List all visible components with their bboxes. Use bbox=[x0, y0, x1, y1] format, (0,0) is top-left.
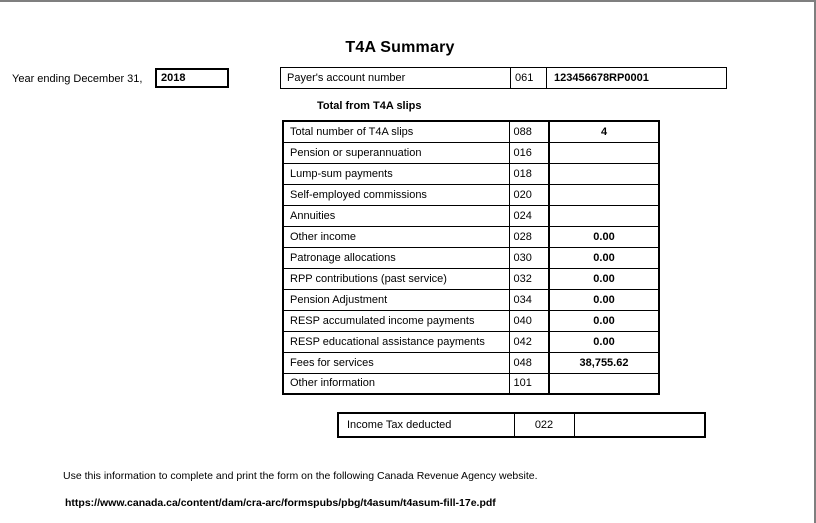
row-label: Pension or superannuation bbox=[283, 142, 509, 163]
income-tax-value[interactable] bbox=[574, 413, 705, 437]
row-label: Other income bbox=[283, 226, 509, 247]
table-row bbox=[283, 184, 659, 205]
row-code: 030 bbox=[509, 247, 549, 268]
row-value[interactable] bbox=[549, 142, 659, 163]
table-row bbox=[283, 331, 659, 352]
table-row bbox=[283, 289, 659, 310]
t4a-summary-table bbox=[282, 120, 660, 395]
row-label: Self-employed commissions bbox=[283, 184, 509, 205]
row-code: 088 bbox=[509, 121, 549, 142]
table-row bbox=[283, 142, 659, 163]
table-row bbox=[283, 352, 659, 373]
row-label: RESP educational assistance payments bbox=[283, 331, 509, 352]
row-label: Annuities bbox=[283, 205, 509, 226]
row-value[interactable]: 0.00 bbox=[549, 289, 659, 310]
year-ending-label: Year ending December 31, bbox=[12, 73, 143, 85]
payer-account-row bbox=[280, 67, 727, 89]
page-top-edge bbox=[0, 0, 816, 2]
table-row bbox=[283, 268, 659, 289]
row-value[interactable]: 0.00 bbox=[549, 310, 659, 331]
table-row bbox=[283, 310, 659, 331]
row-value[interactable]: 0.00 bbox=[549, 331, 659, 352]
row-label: Other information bbox=[283, 373, 509, 394]
table-row bbox=[283, 163, 659, 184]
row-label: Patronage allocations bbox=[283, 247, 509, 268]
row-value[interactable] bbox=[549, 184, 659, 205]
payer-account-label: Payer's account number bbox=[281, 68, 511, 89]
payer-account-code: 061 bbox=[511, 68, 547, 89]
page-title: T4A Summary bbox=[345, 39, 455, 56]
year-input[interactable]: 2018 bbox=[155, 68, 229, 88]
row-code: 040 bbox=[509, 310, 549, 331]
row-code: 042 bbox=[509, 331, 549, 352]
row-code: 028 bbox=[509, 226, 549, 247]
row-value[interactable]: 4 bbox=[549, 121, 659, 142]
income-tax-label: Income Tax deducted bbox=[338, 413, 514, 437]
row-code: 032 bbox=[509, 268, 549, 289]
row-value[interactable] bbox=[549, 163, 659, 184]
row-code: 020 bbox=[509, 184, 549, 205]
table-row bbox=[283, 247, 659, 268]
table-row bbox=[283, 373, 659, 394]
row-label: Lump-sum payments bbox=[283, 163, 509, 184]
footer-url-link[interactable]: https://www.canada.ca/content/dam/cra-arc/formspubs/pbg/t4asum/t4asum-fill-17e.pdf bbox=[65, 497, 496, 509]
row-value[interactable] bbox=[549, 373, 659, 394]
row-code: 048 bbox=[509, 352, 549, 373]
t4a-table-body bbox=[283, 121, 659, 394]
table-row bbox=[338, 413, 705, 437]
table-row bbox=[283, 226, 659, 247]
payer-account-value[interactable]: 123456678RP0001 bbox=[547, 68, 727, 89]
footer-instruction: Use this information to complete and print the form on the following Canada Revenue Agency website. bbox=[63, 470, 538, 482]
row-label: RPP contributions (past service) bbox=[283, 268, 509, 289]
row-value[interactable]: 38,755.62 bbox=[549, 352, 659, 373]
row-label: Fees for services bbox=[283, 352, 509, 373]
table-row bbox=[283, 205, 659, 226]
row-code: 016 bbox=[509, 142, 549, 163]
table-row bbox=[281, 68, 727, 89]
row-label: RESP accumulated income payments bbox=[283, 310, 509, 331]
row-value[interactable]: 0.00 bbox=[549, 268, 659, 289]
row-value[interactable]: 0.00 bbox=[549, 226, 659, 247]
row-value[interactable]: 0.00 bbox=[549, 247, 659, 268]
income-tax-row bbox=[337, 412, 706, 438]
row-label: Pension Adjustment bbox=[283, 289, 509, 310]
row-code: 024 bbox=[509, 205, 549, 226]
row-value[interactable] bbox=[549, 205, 659, 226]
row-code: 101 bbox=[509, 373, 549, 394]
income-tax-code: 022 bbox=[514, 413, 574, 437]
total-from-slips-heading: Total from T4A slips bbox=[317, 100, 422, 112]
row-label: Total number of T4A slips bbox=[283, 121, 509, 142]
table-row bbox=[283, 121, 659, 142]
row-code: 018 bbox=[509, 163, 549, 184]
row-code: 034 bbox=[509, 289, 549, 310]
